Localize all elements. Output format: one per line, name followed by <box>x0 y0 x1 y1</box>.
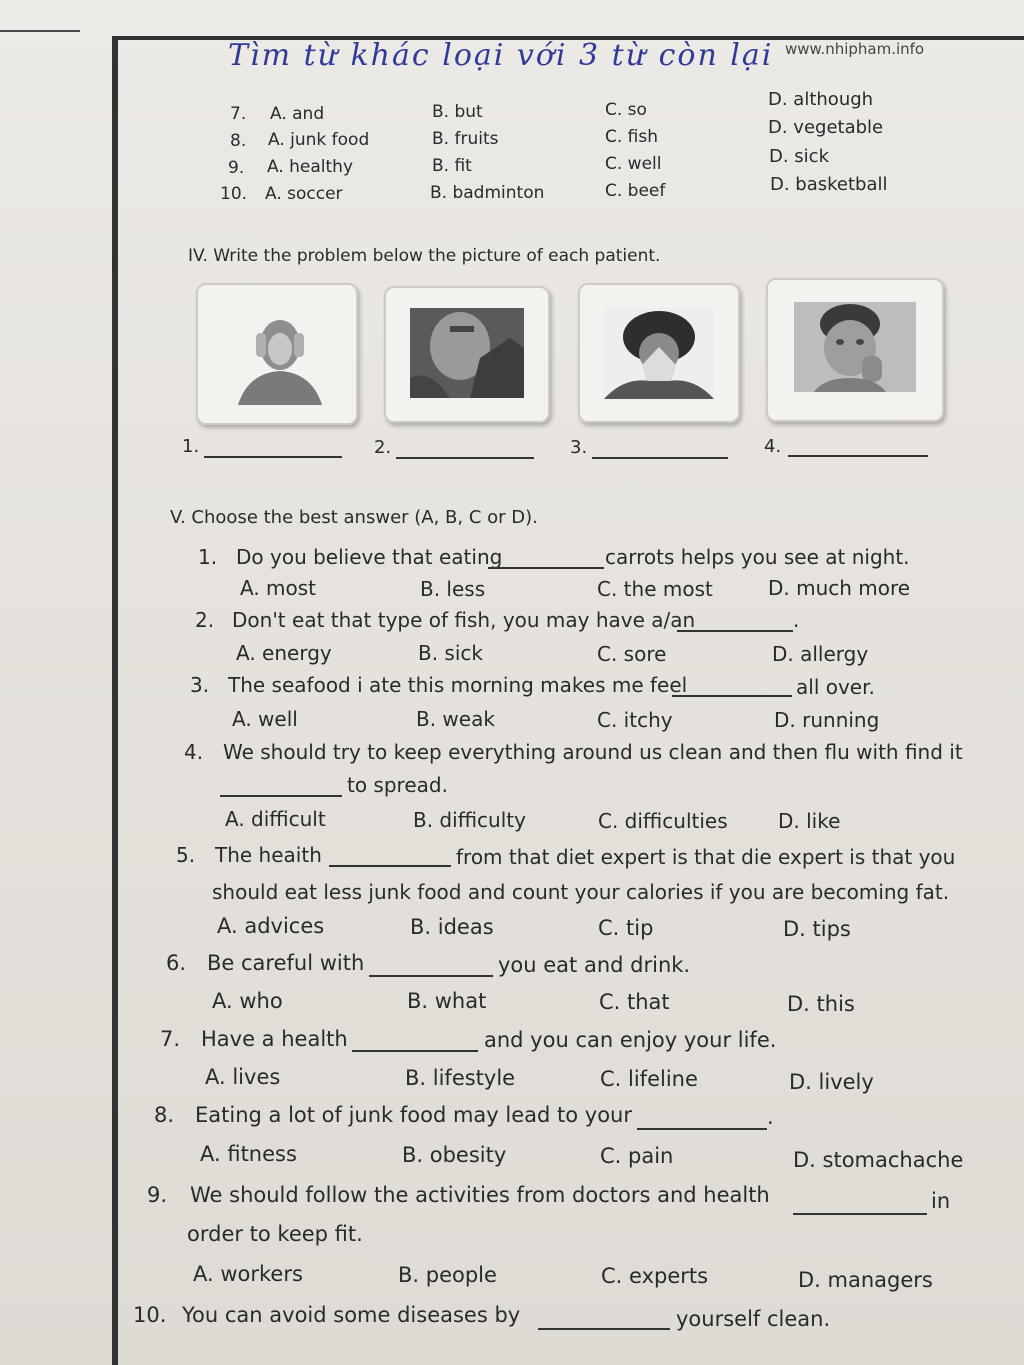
option-b: B. obesity <box>402 1143 507 1167</box>
picture-label-2: 2. <box>374 437 392 458</box>
question-text: from that diet expert is that die expert is that you <box>456 845 956 869</box>
option-b: B. people <box>398 1263 497 1287</box>
question-text: in <box>931 1189 951 1213</box>
option-c: C. difficulties <box>598 809 728 833</box>
question-blank[interactable] <box>538 1328 670 1330</box>
option-a: A. who <box>212 989 283 1013</box>
option-b: B. badminton <box>430 183 545 203</box>
option-a: A. advices <box>217 914 325 938</box>
answer-blank-2[interactable] <box>396 457 534 459</box>
option-d: D. like <box>778 809 841 833</box>
answer-blank-4[interactable] <box>788 455 928 457</box>
watermark: www.nhipham.info <box>785 40 925 58</box>
question-text: order to keep fit. <box>187 1222 363 1246</box>
option-a: A. soccer <box>265 184 343 204</box>
question-text: all over. <box>796 675 875 699</box>
page-edge <box>0 30 80 32</box>
question-text: You can avoid some diseases by <box>182 1303 521 1327</box>
question-blank[interactable] <box>220 795 342 797</box>
question-blank[interactable] <box>352 1050 478 1052</box>
option-c: C. well <box>605 154 662 174</box>
option-b: B. but <box>432 102 483 122</box>
picture-label-1: 1. <box>182 436 200 457</box>
option-d: D. this <box>787 992 855 1016</box>
question-blank[interactable] <box>329 865 451 867</box>
option-d: D. basketball <box>770 174 888 195</box>
option-a: A. difficult <box>225 807 326 831</box>
option-d: D. lively <box>789 1070 874 1094</box>
option-a: A. energy <box>236 641 332 665</box>
option-a: A. junk food <box>268 130 370 150</box>
question-text: We should follow the activities from doctors and health <box>190 1183 770 1207</box>
question-number: 10. <box>133 1303 167 1327</box>
option-d: D. although <box>768 89 874 110</box>
section-v-title: V. Choose the best answer (A, B, C or D). <box>170 507 538 528</box>
option-c: C. experts <box>601 1264 709 1288</box>
patient-picture-2 <box>384 286 550 423</box>
question-text: The heaith <box>215 843 322 867</box>
option-c: C. fish <box>605 127 659 147</box>
handwritten-title: Tìm từ khác loại với 3 từ còn lại <box>228 38 774 73</box>
option-a: A. workers <box>193 1262 303 1286</box>
option-c: C. pain <box>600 1144 674 1168</box>
option-b: B. sick <box>418 641 483 665</box>
option-c: C. itchy <box>597 708 673 732</box>
section-iv-title: IV. Write the problem below the picture of each patient. <box>188 246 661 266</box>
question-text: Don't eat that type of fish, you may have a/an <box>232 608 696 632</box>
option-b: B. lifestyle <box>405 1066 516 1090</box>
option-c: C. sore <box>597 642 667 666</box>
question-number: 9. <box>147 1183 168 1207</box>
option-a: A. most <box>240 576 317 600</box>
option-b: B. fruits <box>432 129 499 149</box>
question-number: 6. <box>166 951 187 975</box>
option-b: B. fit <box>432 156 472 176</box>
question-text: Be careful with <box>207 951 365 975</box>
option-c: C. the most <box>597 577 713 601</box>
question-text: to spread. <box>347 773 448 797</box>
option-c: C. that <box>599 990 670 1014</box>
question-text: Have a health <box>201 1027 348 1051</box>
picture-label-4: 4. <box>764 436 782 457</box>
option-c: C. lifeline <box>600 1067 698 1091</box>
patient-picture-3 <box>578 283 740 423</box>
question-number: 5. <box>176 843 196 867</box>
question-text: We should try to keep everything around us clean and then flu with find it <box>223 740 963 764</box>
option-c: C. beef <box>605 181 666 201</box>
question-number: 3. <box>190 673 210 697</box>
option-d: D. allergy <box>772 642 869 666</box>
question-text: and you can enjoy your life. <box>484 1028 777 1052</box>
question-text: Eating a lot of junk food may lead to your <box>195 1103 632 1127</box>
sneezing-photo <box>604 307 714 399</box>
question-blank[interactable] <box>488 567 604 569</box>
answer-blank-3[interactable] <box>592 457 728 459</box>
question-text: . <box>793 608 800 632</box>
question-number: 2. <box>195 608 215 632</box>
question-text: you eat and drink. <box>498 953 691 977</box>
option-b: B. ideas <box>410 915 494 939</box>
row-number: 7. <box>230 104 247 124</box>
option-a: A. well <box>232 707 298 731</box>
question-number: 1. <box>198 545 218 569</box>
row-number: 10. <box>220 184 248 204</box>
question-text: The seafood i ate this morning makes me feel <box>228 673 688 697</box>
row-number: 9. <box>228 158 245 178</box>
option-a: A. lives <box>205 1065 281 1089</box>
option-b: B. difficulty <box>413 808 526 832</box>
question-number: 8. <box>154 1103 175 1127</box>
frame-left <box>112 36 118 1365</box>
question-number: 4. <box>184 740 204 764</box>
question-text: Do you believe that eating <box>236 545 503 569</box>
question-blank[interactable] <box>677 630 793 632</box>
option-a: A. fitness <box>200 1142 297 1166</box>
option-b: B. weak <box>416 707 495 731</box>
question-text: . <box>767 1105 774 1129</box>
question-text: yourself clean. <box>676 1307 831 1331</box>
option-a: A. and <box>270 104 325 124</box>
option-a: A. healthy <box>267 157 354 177</box>
option-c: C. tip <box>598 916 654 940</box>
option-d: D. managers <box>798 1268 933 1292</box>
patient-picture-1 <box>196 283 358 425</box>
option-b: B. what <box>407 989 487 1013</box>
answer-blank-1[interactable] <box>204 456 342 458</box>
option-d: D. tips <box>783 917 851 941</box>
sore-throat-photo <box>410 308 524 398</box>
option-d: D. running <box>774 708 880 732</box>
question-text: should eat less junk food and count your calories if you are becoming fat. <box>212 880 950 904</box>
patient-picture-4 <box>766 278 944 422</box>
picture-label-3: 3. <box>570 437 588 458</box>
question-number: 7. <box>160 1027 181 1051</box>
option-c: C. so <box>605 100 647 120</box>
option-d: D. stomachache <box>793 1148 964 1172</box>
toothache-photo <box>794 302 916 392</box>
option-d: D. vegetable <box>768 117 884 138</box>
question-blank[interactable] <box>793 1213 927 1215</box>
option-b: B. less <box>420 577 486 601</box>
row-number: 8. <box>230 131 247 151</box>
question-blank[interactable] <box>637 1128 767 1130</box>
question-blank[interactable] <box>672 695 792 697</box>
option-d: D. much more <box>768 576 911 600</box>
question-blank[interactable] <box>369 975 493 977</box>
option-d: D. sick <box>769 146 830 167</box>
question-text: carrots helps you see at night. <box>605 545 910 569</box>
headache-photo <box>228 305 328 405</box>
